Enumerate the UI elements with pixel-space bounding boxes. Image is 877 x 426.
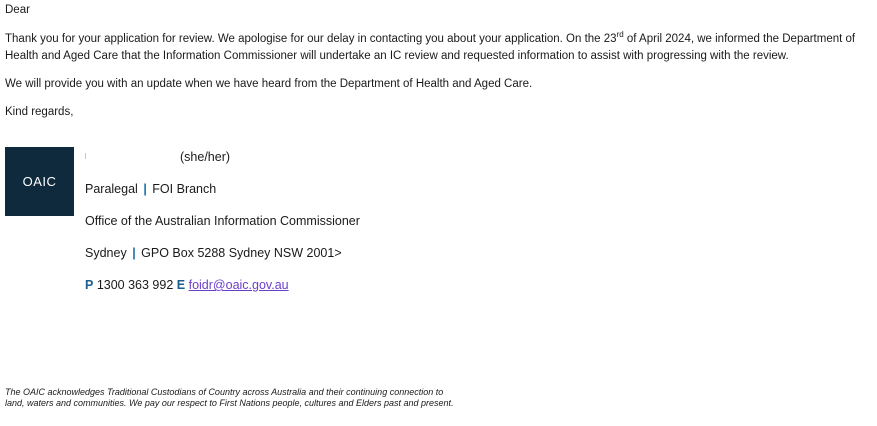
- signature-office-line: [85, 214, 360, 228]
- acknowledgement-of-country: The OAIC acknowledges Traditional Custodians of Country across Australia and their continuing connection to land, waters and communities. We pay our respect to First Nations people, cultures and Elders past and present.: [5, 387, 454, 408]
- salutation: Dear: [5, 4, 30, 16]
- signature-name-line: [85, 150, 230, 164]
- phone-number: 1300 363 992: [96, 278, 174, 292]
- separator: |: [132, 246, 136, 260]
- office-name: Office of the Australian Information Commissioner: [85, 214, 360, 228]
- signature-role-line: [85, 182, 216, 196]
- logo-text: OAIC: [22, 174, 57, 189]
- email-link[interactable]: foidr@oaic.gov.au: [188, 278, 289, 292]
- role: Paralegal: [85, 182, 138, 196]
- para1-text-start: Thank you for your application for review. We apologise for our delay in contacting you about your application. On the 23: [5, 33, 617, 45]
- email-label: E: [176, 278, 186, 292]
- branch: FOI Branch: [152, 182, 217, 196]
- redacted-name: [85, 153, 86, 159]
- signature-contact-line: [85, 278, 289, 292]
- postal-address: GPO Box 5288 Sydney NSW 2001>: [141, 246, 342, 260]
- closing: Kind regards,: [5, 106, 74, 118]
- oaic-logo: [5, 147, 74, 216]
- pronouns: (she/her): [180, 150, 231, 164]
- ordinal-suffix: rd: [616, 30, 624, 40]
- separator: |: [143, 182, 147, 196]
- para1-text-end: of April 2024, we informed the Department of Health and Aged Care that the Information Commissioner will undertake an IC review and requested information to assist with progressing with the review.: [5, 33, 856, 62]
- signature-address-line: [85, 246, 342, 260]
- body-paragraph-2: We will provide you with an update when we have heard from the Department of Health and Aged Care.: [5, 78, 533, 90]
- phone-label: P: [85, 278, 94, 292]
- body-paragraph-1: [5, 31, 875, 65]
- city: Sydney: [85, 246, 127, 260]
